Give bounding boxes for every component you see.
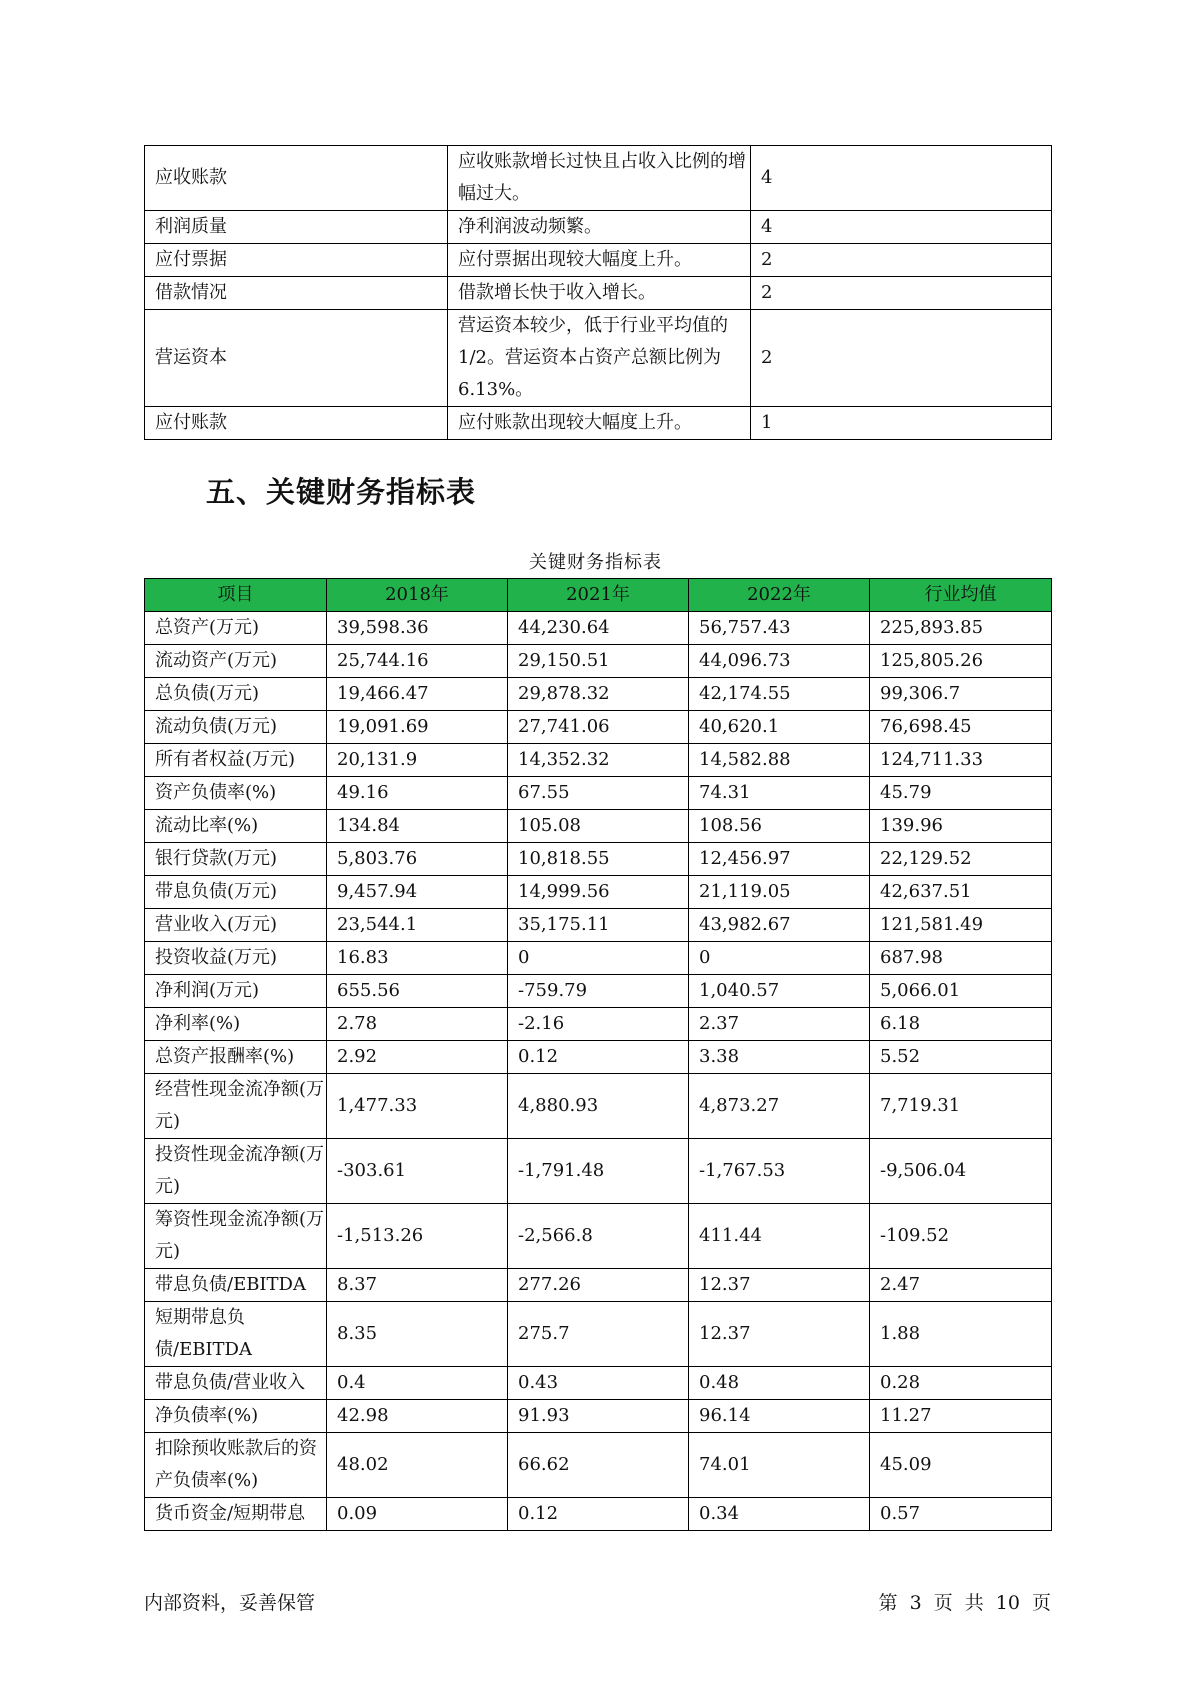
value-cell: -2,566.8 — [508, 1204, 689, 1269]
value-cell: 125,805.26 — [870, 645, 1052, 678]
value-cell: 108.56 — [689, 810, 870, 843]
value-cell: 42.98 — [327, 1400, 508, 1433]
value-cell: 23,544.1 — [327, 909, 508, 942]
value-cell: 0.28 — [870, 1367, 1052, 1400]
value-cell: 10,818.55 — [508, 843, 689, 876]
risk-reason-cell: 应付账款出现较大幅度上升。 — [448, 407, 751, 440]
value-cell: 45.09 — [870, 1433, 1052, 1498]
value-cell: 0.12 — [508, 1041, 689, 1074]
value-cell: 0.12 — [508, 1498, 689, 1531]
value-cell: 0.09 — [327, 1498, 508, 1531]
indicator-name-cell: 带息负债(万元) — [145, 876, 327, 909]
value-cell: -109.52 — [870, 1204, 1052, 1269]
column-header: 2022年 — [689, 579, 870, 612]
risk-item-cell: 应收账款 — [145, 146, 448, 211]
risk-row — [145, 407, 1052, 440]
table-row — [145, 1041, 1052, 1074]
risk-item-cell: 应付账款 — [145, 407, 448, 440]
indicator-name-cell: 筹资性现金流净额(万元) — [145, 1204, 327, 1269]
risk-row — [145, 146, 1052, 211]
value-cell: 20,131.9 — [327, 744, 508, 777]
value-cell: 5,803.76 — [327, 843, 508, 876]
key-financial-indicators-table — [144, 578, 1052, 1531]
indicator-name-cell: 所有者权益(万元) — [145, 744, 327, 777]
value-cell: 9,457.94 — [327, 876, 508, 909]
value-cell: 42,174.55 — [689, 678, 870, 711]
value-cell: -303.61 — [327, 1139, 508, 1204]
column-header: 行业均值 — [870, 579, 1052, 612]
indicator-name-cell: 总负债(万元) — [145, 678, 327, 711]
risk-reason-cell: 营运资本较少，低于行业平均值的1/2。营运资本占资产总额比例为6.13%。 — [448, 310, 751, 407]
value-cell: 105.08 — [508, 810, 689, 843]
value-cell: 22,129.52 — [870, 843, 1052, 876]
value-cell: -9,506.04 — [870, 1139, 1052, 1204]
indicator-name-cell: 流动比率(%) — [145, 810, 327, 843]
value-cell: 12.37 — [689, 1269, 870, 1302]
table-row — [145, 678, 1052, 711]
risk-reason-cell: 借款增长快于收入增长。 — [448, 277, 751, 310]
value-cell: -2.16 — [508, 1008, 689, 1041]
value-cell: 1,040.57 — [689, 975, 870, 1008]
value-cell: 5.52 — [870, 1041, 1052, 1074]
value-cell: 27,741.06 — [508, 711, 689, 744]
value-cell: 49.16 — [327, 777, 508, 810]
value-cell: 39,598.36 — [327, 612, 508, 645]
indicator-name-cell: 净负债率(%) — [145, 1400, 327, 1433]
value-cell: 655.56 — [327, 975, 508, 1008]
value-cell: 3.38 — [689, 1041, 870, 1074]
risk-score-cell: 4 — [751, 146, 1052, 211]
value-cell: 2.37 — [689, 1008, 870, 1041]
value-cell: 66.62 — [508, 1433, 689, 1498]
risk-score-cell: 2 — [751, 244, 1052, 277]
column-header: 项目 — [145, 579, 327, 612]
value-cell: 56,757.43 — [689, 612, 870, 645]
value-cell: 2.78 — [327, 1008, 508, 1041]
risk-row — [145, 244, 1052, 277]
indicator-name-cell: 经营性现金流净额(万元) — [145, 1074, 327, 1139]
table-row — [145, 975, 1052, 1008]
value-cell: 44,230.64 — [508, 612, 689, 645]
risk-score-cell: 2 — [751, 277, 1052, 310]
value-cell: 6.18 — [870, 1008, 1052, 1041]
table-row — [145, 1269, 1052, 1302]
table-row — [145, 612, 1052, 645]
table-row — [145, 645, 1052, 678]
value-cell: 277.26 — [508, 1269, 689, 1302]
indicator-name-cell: 带息负债/EBITDA — [145, 1269, 327, 1302]
value-cell: 687.98 — [870, 942, 1052, 975]
value-cell: 1.88 — [870, 1302, 1052, 1367]
risk-factor-table — [144, 145, 1052, 440]
value-cell: 96.14 — [689, 1400, 870, 1433]
table-row — [145, 711, 1052, 744]
value-cell: 48.02 — [327, 1433, 508, 1498]
indicator-name-cell: 资产负债率(%) — [145, 777, 327, 810]
table-row — [145, 942, 1052, 975]
value-cell: 91.93 — [508, 1400, 689, 1433]
table-row — [145, 876, 1052, 909]
value-cell: 225,893.85 — [870, 612, 1052, 645]
indicator-name-cell: 流动资产(万元) — [145, 645, 327, 678]
value-cell: 2.47 — [870, 1269, 1052, 1302]
indicator-name-cell: 营业收入(万元) — [145, 909, 327, 942]
indicator-name-cell: 投资性现金流净额(万元) — [145, 1139, 327, 1204]
value-cell: 74.01 — [689, 1433, 870, 1498]
value-cell: 0.43 — [508, 1367, 689, 1400]
header-row — [145, 579, 1052, 612]
column-header: 2018年 — [327, 579, 508, 612]
value-cell: 0 — [689, 942, 870, 975]
risk-item-cell: 利润质量 — [145, 211, 448, 244]
indicator-name-cell: 流动负债(万元) — [145, 711, 327, 744]
indicator-name-cell: 总资产(万元) — [145, 612, 327, 645]
value-cell: 14,352.32 — [508, 744, 689, 777]
value-cell: 21,119.05 — [689, 876, 870, 909]
value-cell: -1,767.53 — [689, 1139, 870, 1204]
indicator-name-cell: 带息负债/营业收入 — [145, 1367, 327, 1400]
table-row — [145, 1008, 1052, 1041]
table-row — [145, 744, 1052, 777]
risk-item-cell: 借款情况 — [145, 277, 448, 310]
risk-row — [145, 310, 1052, 407]
value-cell: 0.4 — [327, 1367, 508, 1400]
table-row — [145, 1139, 1052, 1204]
value-cell: 44,096.73 — [689, 645, 870, 678]
risk-score-cell: 2 — [751, 310, 1052, 407]
value-cell: 134.84 — [327, 810, 508, 843]
value-cell: 12,456.97 — [689, 843, 870, 876]
indicator-name-cell: 净利率(%) — [145, 1008, 327, 1041]
value-cell: -759.79 — [508, 975, 689, 1008]
value-cell: 29,878.32 — [508, 678, 689, 711]
value-cell: 25,744.16 — [327, 645, 508, 678]
section-heading: 五、关键财务指标表 — [206, 475, 477, 509]
indicator-name-cell: 银行贷款(万元) — [145, 843, 327, 876]
risk-score-cell: 4 — [751, 211, 1052, 244]
table-row — [145, 777, 1052, 810]
risk-item-cell: 营运资本 — [145, 310, 448, 407]
value-cell: 8.35 — [327, 1302, 508, 1367]
value-cell: 43,982.67 — [689, 909, 870, 942]
value-cell: 19,091.69 — [327, 711, 508, 744]
value-cell: 40,620.1 — [689, 711, 870, 744]
value-cell: 0.34 — [689, 1498, 870, 1531]
value-cell: 74.31 — [689, 777, 870, 810]
table-row — [145, 1498, 1052, 1531]
risk-table-body — [145, 146, 1052, 440]
value-cell: 139.96 — [870, 810, 1052, 843]
fin-table-body — [145, 612, 1052, 1531]
value-cell: 35,175.11 — [508, 909, 689, 942]
value-cell: 5,066.01 — [870, 975, 1052, 1008]
value-cell: -1,791.48 — [508, 1139, 689, 1204]
risk-reason-cell: 应收账款增长过快且占收入比例的增幅过大。 — [448, 146, 751, 211]
value-cell: 411.44 — [689, 1204, 870, 1269]
risk-row — [145, 211, 1052, 244]
column-header: 2021年 — [508, 579, 689, 612]
table-caption: 关键财务指标表 — [529, 552, 662, 573]
table-row — [145, 1204, 1052, 1269]
table-row — [145, 843, 1052, 876]
value-cell: 1,477.33 — [327, 1074, 508, 1139]
indicator-name-cell: 净利润(万元) — [145, 975, 327, 1008]
value-cell: 14,582.88 — [689, 744, 870, 777]
value-cell: 16.83 — [327, 942, 508, 975]
table-row — [145, 1302, 1052, 1367]
value-cell: 275.7 — [508, 1302, 689, 1367]
fin-table-header — [145, 579, 1052, 612]
value-cell: 4,880.93 — [508, 1074, 689, 1139]
value-cell: 124,711.33 — [870, 744, 1052, 777]
value-cell: 0.57 — [870, 1498, 1052, 1531]
risk-item-cell: 应付票据 — [145, 244, 448, 277]
value-cell: 12.37 — [689, 1302, 870, 1367]
value-cell: 121,581.49 — [870, 909, 1052, 942]
table-row — [145, 1367, 1052, 1400]
value-cell: 4,873.27 — [689, 1074, 870, 1139]
indicator-name-cell: 扣除预收账款后的资产负债率(%) — [145, 1433, 327, 1498]
footer-page-number: 第 3 页 共 10 页 — [878, 1592, 1051, 1614]
value-cell: 0.48 — [689, 1367, 870, 1400]
value-cell: 99,306.7 — [870, 678, 1052, 711]
risk-reason-cell: 应付票据出现较大幅度上升。 — [448, 244, 751, 277]
value-cell: 2.92 — [327, 1041, 508, 1074]
risk-score-cell: 1 — [751, 407, 1052, 440]
table-row — [145, 810, 1052, 843]
value-cell: 0 — [508, 942, 689, 975]
value-cell: 7,719.31 — [870, 1074, 1052, 1139]
table-row — [145, 1400, 1052, 1433]
table-row — [145, 909, 1052, 942]
risk-reason-cell: 净利润波动频繁。 — [448, 211, 751, 244]
value-cell: 29,150.51 — [508, 645, 689, 678]
value-cell: 19,466.47 — [327, 678, 508, 711]
table-row — [145, 1433, 1052, 1498]
footer-confidential-note: 内部资料，妥善保管 — [144, 1592, 316, 1614]
table-row — [145, 1074, 1052, 1139]
indicator-name-cell: 投资收益(万元) — [145, 942, 327, 975]
indicator-name-cell: 总资产报酬率(%) — [145, 1041, 327, 1074]
value-cell: 45.79 — [870, 777, 1052, 810]
risk-row — [145, 277, 1052, 310]
indicator-name-cell: 货币资金/短期带息 — [145, 1498, 327, 1531]
value-cell: 8.37 — [327, 1269, 508, 1302]
value-cell: -1,513.26 — [327, 1204, 508, 1269]
value-cell: 42,637.51 — [870, 876, 1052, 909]
indicator-name-cell: 短期带息负债/EBITDA — [145, 1302, 327, 1367]
value-cell: 67.55 — [508, 777, 689, 810]
value-cell: 11.27 — [870, 1400, 1052, 1433]
value-cell: 76,698.45 — [870, 711, 1052, 744]
value-cell: 14,999.56 — [508, 876, 689, 909]
